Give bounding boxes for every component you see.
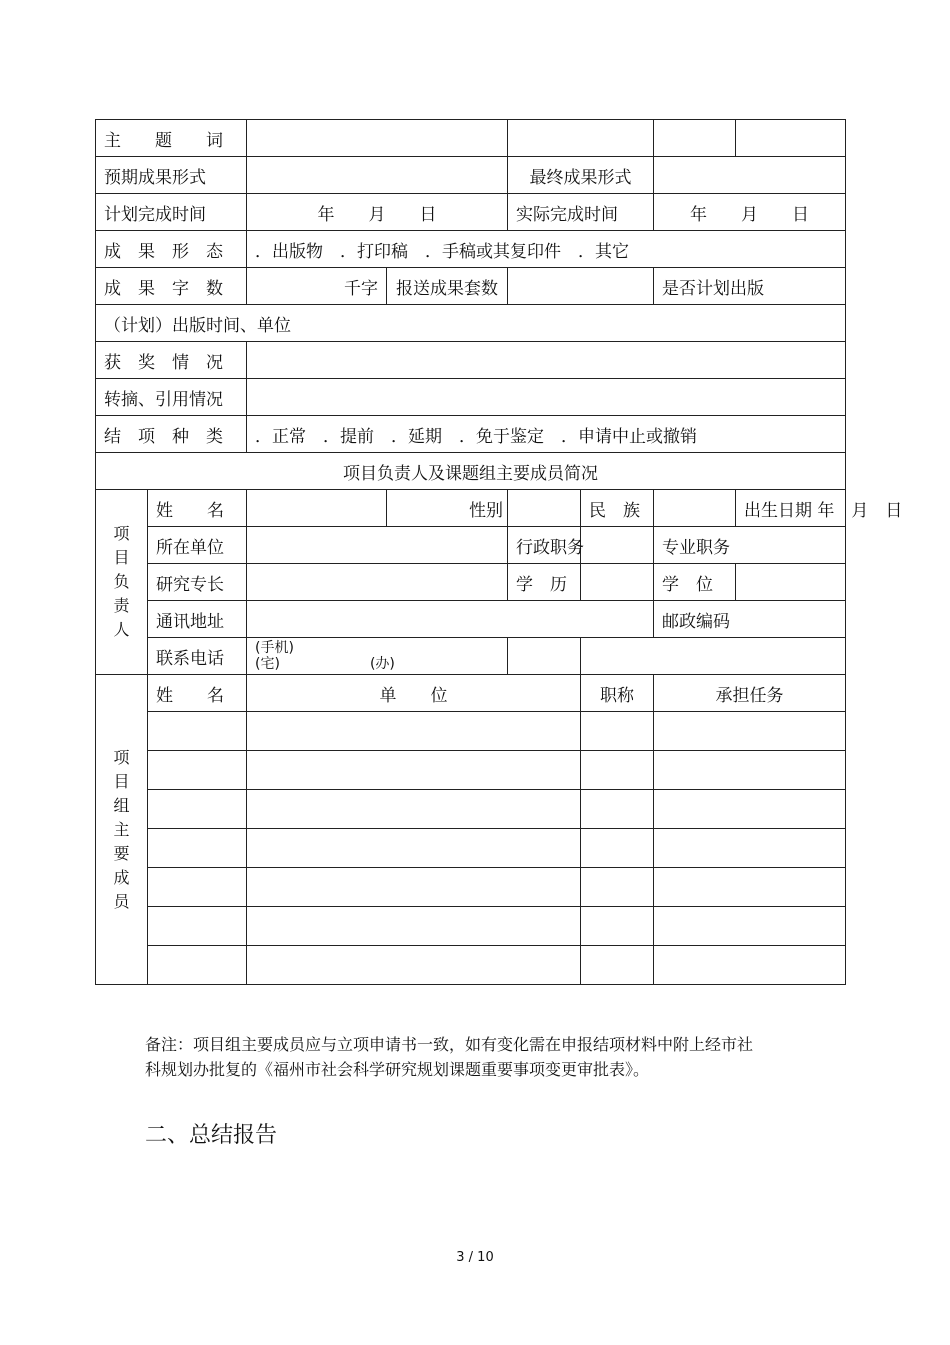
leader-row-unit bbox=[96, 527, 846, 564]
expected-form-field[interactable] bbox=[247, 157, 508, 194]
publish-time-label: （计划）出版时间、单位 bbox=[96, 305, 846, 342]
member-task-cell[interactable] bbox=[654, 712, 846, 751]
row-awards bbox=[96, 342, 846, 379]
final-form-field[interactable] bbox=[654, 157, 846, 194]
member-name-cell[interactable] bbox=[148, 751, 247, 790]
awards-field[interactable] bbox=[247, 342, 846, 379]
leader-phone-extra-2[interactable] bbox=[581, 638, 846, 675]
leader-phone-field[interactable] bbox=[247, 638, 508, 675]
row-keywords bbox=[96, 120, 846, 157]
keywords-field-2[interactable] bbox=[508, 120, 654, 157]
section-heading: 二、总结报告 bbox=[145, 1123, 278, 1148]
leader-row-name bbox=[96, 490, 846, 527]
page-number: 3 / 10 bbox=[456, 1250, 494, 1265]
member-title-cell[interactable] bbox=[581, 829, 654, 868]
status-options[interactable]: ．出版物 ．打印稿 ．手稿或其复印件 ．其它 bbox=[247, 231, 846, 268]
member-unit-cell[interactable] bbox=[247, 868, 581, 907]
leader-row-address bbox=[96, 601, 846, 638]
phone-mobile-label: (手机) bbox=[255, 640, 294, 656]
member-unit-cell[interactable] bbox=[247, 946, 581, 985]
member-unit-cell[interactable] bbox=[247, 712, 581, 751]
leader-admin-post-field[interactable] bbox=[581, 527, 654, 564]
member-title-cell[interactable] bbox=[581, 790, 654, 829]
member-unit-cell[interactable] bbox=[247, 829, 581, 868]
plan-time-field[interactable]: 年 月 日 bbox=[247, 194, 508, 231]
member-title-cell[interactable] bbox=[581, 946, 654, 985]
leader-group-label: 项 目 负 责 人 bbox=[96, 490, 148, 675]
members-group-label: 项 目 组 主 要 成 员 bbox=[96, 675, 148, 985]
row-publish-time bbox=[96, 305, 846, 342]
row-wordcount bbox=[96, 268, 846, 305]
phone-home-label: (宅) bbox=[255, 656, 280, 672]
leader-birth-label: 出生日期 bbox=[744, 500, 812, 521]
member-row bbox=[96, 751, 846, 790]
row-expected-form bbox=[96, 157, 846, 194]
member-unit-cell[interactable] bbox=[247, 790, 581, 829]
member-task-cell[interactable] bbox=[654, 829, 846, 868]
leader-ethnicity-field[interactable] bbox=[654, 490, 736, 527]
member-row bbox=[96, 868, 846, 907]
leader-name-field[interactable] bbox=[247, 490, 387, 527]
member-name-cell[interactable] bbox=[148, 907, 247, 946]
row-citation bbox=[96, 379, 846, 416]
member-unit-cell[interactable] bbox=[247, 907, 581, 946]
leader-degree-label: 学 位 bbox=[654, 564, 736, 601]
leader-education-field[interactable] bbox=[581, 564, 654, 601]
member-task-cell[interactable] bbox=[654, 868, 846, 907]
row-closure bbox=[96, 416, 846, 453]
row-section-title bbox=[96, 453, 846, 490]
leader-phone-label: 联系电话 bbox=[148, 638, 247, 675]
closure-options[interactable]: ．正常 ．提前 ．延期 ．免于鉴定 ．申请中止或撤销 bbox=[247, 416, 846, 453]
leader-unit-label: 所在单位 bbox=[148, 527, 247, 564]
member-task-cell[interactable] bbox=[654, 946, 846, 985]
leader-specialty-label: 研究专长 bbox=[148, 564, 247, 601]
project-form-table bbox=[95, 119, 903, 985]
members-title-header: 职称 bbox=[581, 675, 654, 712]
keywords-field-3[interactable] bbox=[654, 120, 736, 157]
citation-field[interactable] bbox=[247, 379, 846, 416]
member-title-cell[interactable] bbox=[581, 907, 654, 946]
leader-gender-label: 性别 bbox=[387, 490, 508, 527]
footnote: 备注：项目组主要成员应与立项申请书一致，如有变化需在申报结项材料中附上经市社科规划办批复的《福州市社会科学研究规划课题重要事项变更审批表》。 bbox=[145, 1035, 754, 1079]
leader-ethnicity-label: 民 族 bbox=[581, 490, 654, 527]
leader-degree-field[interactable] bbox=[736, 564, 846, 601]
member-name-cell[interactable] bbox=[148, 829, 247, 868]
member-name-cell[interactable] bbox=[148, 790, 247, 829]
keywords-label: 主 题 词 bbox=[96, 120, 247, 157]
leader-phone-extra-1[interactable] bbox=[508, 638, 581, 675]
members-task-header: 承担任务 bbox=[654, 675, 846, 712]
final-form-label: 最终成果形式 bbox=[508, 157, 654, 194]
member-name-cell[interactable] bbox=[148, 946, 247, 985]
wordcount-label: 成 果 字 数 bbox=[96, 268, 247, 305]
leader-row-phone bbox=[96, 638, 846, 675]
leader-education-label: 学 历 bbox=[508, 564, 581, 601]
row-completion-time bbox=[96, 194, 846, 231]
member-name-cell[interactable] bbox=[148, 712, 247, 751]
leader-birth-cell[interactable] bbox=[736, 490, 903, 527]
section-title: 项目负责人及课题组主要成员简况 bbox=[96, 453, 846, 490]
keywords-field-1[interactable] bbox=[247, 120, 508, 157]
status-label: 成 果 形 态 bbox=[96, 231, 247, 268]
members-header-row bbox=[96, 675, 846, 712]
member-title-cell[interactable] bbox=[581, 751, 654, 790]
member-row bbox=[96, 712, 846, 751]
leader-specialty-field[interactable] bbox=[247, 564, 508, 601]
copies-field[interactable] bbox=[508, 268, 654, 305]
leader-pro-post-label: 专业职务 bbox=[654, 527, 846, 564]
plan-time-label: 计划完成时间 bbox=[96, 194, 247, 231]
expected-form-label: 预期成果形式 bbox=[96, 157, 247, 194]
citation-label: 转摘、引用情况 bbox=[96, 379, 247, 416]
leader-birth-field: 年 月 日 bbox=[817, 500, 903, 521]
member-title-cell[interactable] bbox=[581, 868, 654, 907]
row-status bbox=[96, 231, 846, 268]
leader-unit-field[interactable] bbox=[247, 527, 508, 564]
leader-gender-field[interactable] bbox=[508, 490, 581, 527]
phone-office-label: (办) bbox=[369, 656, 395, 672]
member-row bbox=[96, 829, 846, 868]
member-row bbox=[96, 907, 846, 946]
copies-label: 报送成果套数 bbox=[387, 268, 508, 305]
actual-time-label: 实际完成时间 bbox=[508, 194, 654, 231]
leader-address-field[interactable] bbox=[247, 601, 654, 638]
leader-name-label: 姓 名 bbox=[148, 490, 247, 527]
member-row bbox=[96, 790, 846, 829]
publish-plan-label: 是否计划出版 bbox=[654, 268, 846, 305]
leader-admin-post-label: 行政职务 bbox=[508, 527, 581, 564]
member-unit-cell[interactable] bbox=[247, 751, 581, 790]
member-task-cell[interactable] bbox=[654, 790, 846, 829]
leader-row-specialty bbox=[96, 564, 846, 601]
member-task-cell[interactable] bbox=[654, 751, 846, 790]
member-row bbox=[96, 946, 846, 985]
member-task-cell[interactable] bbox=[654, 907, 846, 946]
actual-time-field[interactable]: 年 月 日 bbox=[654, 194, 846, 231]
member-name-cell[interactable] bbox=[148, 868, 247, 907]
members-name-header: 姓 名 bbox=[148, 675, 247, 712]
wordcount-field[interactable]: 千字 bbox=[247, 268, 387, 305]
keywords-field-4[interactable] bbox=[736, 120, 846, 157]
awards-label: 获 奖 情 况 bbox=[96, 342, 247, 379]
member-title-cell[interactable] bbox=[581, 712, 654, 751]
members-unit-header: 单 位 bbox=[247, 675, 581, 712]
leader-address-label: 通讯地址 bbox=[148, 601, 247, 638]
leader-postcode-label: 邮政编码 bbox=[654, 601, 846, 638]
closure-label: 结 项 种 类 bbox=[96, 416, 247, 453]
